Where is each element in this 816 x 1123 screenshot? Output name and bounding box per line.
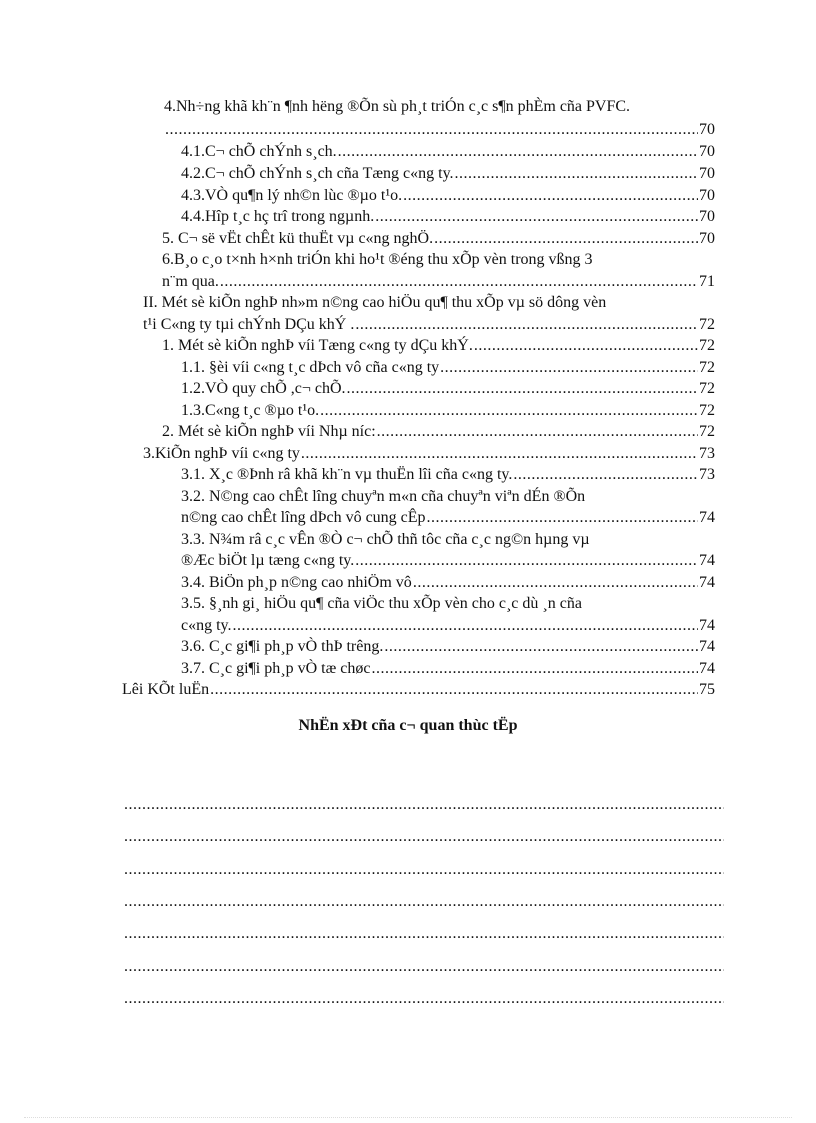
leader-dots <box>320 401 698 421</box>
leader-dots <box>474 336 698 356</box>
toc-label: 1. Mét sè kiÕn nghÞ víi Tæng c«ng ty dÇu khÝ. <box>162 337 473 354</box>
toc-entry-II-3-2[interactable] <box>181 508 715 528</box>
toc-page-number: 74 <box>699 617 715 634</box>
leader-dots <box>455 164 698 184</box>
toc-entry-II[interactable] <box>143 315 715 335</box>
toc-page-number: 75 <box>699 681 715 698</box>
toc-label: 4.3.VÒ qu¶n lý nh©n lùc ®µo t¹o. <box>181 187 403 204</box>
toc-entry-II-2[interactable] <box>162 422 715 442</box>
leader-dots <box>513 465 698 485</box>
leader-dots <box>434 229 698 249</box>
toc-entry-II-3-3-line1: 3.3. N¾m râ c¸c vÊn ®Ò c¬ chÕ thñ tôc cña c¸c ng©n hµng vµ <box>181 531 590 548</box>
leader-dots <box>371 659 698 679</box>
toc-label: 3.4. BiÖn ph¸p n©ng cao nhiÖm vô <box>181 574 412 591</box>
leader-dots <box>403 186 698 206</box>
toc-entry-4-3[interactable] <box>181 186 715 206</box>
toc-page-number: 72 <box>699 402 715 419</box>
toc-label: 2. Mét sè kiÕn nghÞ víi Nhµ níc: <box>162 423 376 440</box>
toc-page-number: 73 <box>699 445 715 462</box>
toc-page-number: 72 <box>699 337 715 354</box>
leader-dots <box>220 272 698 292</box>
toc-label: c«ng ty. <box>181 617 232 634</box>
comment-line[interactable] <box>124 925 724 943</box>
toc-entry-conclusion[interactable] <box>122 680 715 700</box>
leader-dots <box>413 573 698 593</box>
toc-entry-6-line1: 6.B¸o c¸o t×nh h×nh triÓn khi ho¹t ®éng thu xÕp vèn trong vßng 3 <box>162 251 593 268</box>
toc-label: Lêi KÕt luËn <box>122 681 210 698</box>
comment-line[interactable] <box>124 828 724 846</box>
toc-entry-4-2[interactable] <box>181 164 715 184</box>
toc-label: 1.3.C«ng t¸c ®µo t¹o. <box>181 402 320 419</box>
toc-label: 5. C¬ së vËt chÊt kü thuËt vµ c«ng nghÖ. <box>162 230 434 247</box>
leader-dots <box>355 551 698 571</box>
toc-page-number: 74 <box>699 552 715 569</box>
toc-entry-II-1-1[interactable] <box>181 358 715 378</box>
leader-dots <box>375 207 698 227</box>
toc-entry-5[interactable] <box>162 229 715 249</box>
toc-label: t¹i C«ng ty tµi chÝnh DÇu khÝ . <box>143 316 355 333</box>
toc-entry-II-1[interactable] <box>162 336 715 356</box>
leader-dots <box>377 422 698 442</box>
toc-entry-II-3[interactable] <box>143 444 715 464</box>
toc-page-number: 72 <box>699 423 715 440</box>
toc-page-number: 72 <box>699 359 715 376</box>
comment-line[interactable] <box>124 861 724 879</box>
toc-entry-II-3-2-line1: 3.2. N©ng cao chÊt lîng chuyªn m«n cña chuyªn viªn dÉn ®Õn <box>181 488 586 505</box>
leader-dots <box>440 358 698 378</box>
leader-dots <box>427 508 698 528</box>
toc-entry-II-3-3[interactable] <box>181 551 715 571</box>
toc-page-number: 74 <box>699 660 715 677</box>
leader-dots <box>338 142 698 162</box>
section-heading: NhËn xÐt cña c¬ quan thùc tËp <box>298 717 518 734</box>
toc-entry-II-3-6[interactable] <box>181 637 715 657</box>
toc-page-number: 70 <box>699 230 715 247</box>
toc-page-number: 74 <box>699 509 715 526</box>
toc-page-number: 70 <box>699 187 715 204</box>
toc-page-number: 70 <box>699 208 715 225</box>
toc-entry-II-3-4[interactable] <box>181 573 715 593</box>
comment-line[interactable] <box>124 893 724 911</box>
toc-entry-II-1-3[interactable] <box>181 401 715 421</box>
toc-entry-II-1-2[interactable] <box>181 379 715 399</box>
toc-label: 1.2.VÒ quy chÕ ,c¬ chÕ. <box>181 380 346 397</box>
toc-entry-4-4[interactable] <box>181 207 715 227</box>
toc-entry-II-3-7[interactable] <box>181 659 715 679</box>
toc-label: 1.1. §èi víi c«ng t¸c dÞch vô cña c«ng ty <box>181 359 440 376</box>
toc-label: ®Æc biÖt lµ tæng c«ng ty. <box>181 552 355 569</box>
toc-page-number: 73 <box>699 466 715 483</box>
leader-dots <box>210 680 698 700</box>
toc-page-number: 71 <box>699 273 715 290</box>
leader-dots <box>355 315 698 335</box>
toc-label: 3.6. C¸c gi¶i ph¸p vÒ thÞ trêng. <box>181 638 384 655</box>
leader-dots <box>165 120 698 140</box>
page-footer-divider <box>24 1117 792 1118</box>
toc-entry-II-3-5[interactable] <box>181 616 715 636</box>
toc-entry-II-3-5-line1: 3.5. §¸nh gi¸ hiÖu qu¶ cña viÖc thu xÕp vèn cho c¸c dù ¸n cña <box>181 595 582 612</box>
leader-dots <box>233 616 698 636</box>
toc-page-number: 70 <box>699 165 715 182</box>
toc-label: 3.7. C¸c gi¶i ph¸p vÒ tæ chøc <box>181 660 371 677</box>
toc-entry-4-label: 4.Nh÷ng khã kh¨n ¶nh hëng ®Õn sù ph¸t triÓn c¸c s¶n phÈm cña PVFC. <box>164 98 631 115</box>
toc-page-number: 70 <box>699 121 715 138</box>
toc-page-number: 74 <box>699 638 715 655</box>
comment-line[interactable] <box>124 796 724 814</box>
toc-label: 3.KiÕn nghÞ víi c«ng ty <box>143 445 300 462</box>
toc-label: 3.1. X¸c ®Þnh râ khã kh¨n vµ thuËn lîi cña c«ng ty. <box>181 466 513 483</box>
leader-dots <box>384 637 698 657</box>
comment-line[interactable] <box>124 958 724 976</box>
toc-entry-4-1[interactable] <box>181 142 715 162</box>
toc-label: n¨m qua. <box>162 273 219 290</box>
toc-label: 4.2.C¬ chÕ chÝnh s¸ch cña Tæng c«ng ty. <box>181 165 454 182</box>
toc-entry-II-3-1[interactable] <box>181 465 715 485</box>
toc-label: 4.4.Hîp t¸c hç trî trong ngµnh. <box>181 208 375 225</box>
toc-label: 4.1.C¬ chÕ chÝnh s¸ch. <box>181 143 337 160</box>
toc-entry-4[interactable] <box>164 120 715 140</box>
toc-page-number: 72 <box>699 316 715 333</box>
toc-page-number: 74 <box>699 574 715 591</box>
toc-label: n©ng cao chÊt lîng dÞch vô cung cÊp <box>181 509 426 526</box>
comment-line[interactable] <box>124 990 724 1008</box>
leader-dots <box>347 379 698 399</box>
leader-dots <box>301 444 698 464</box>
toc-entry-6[interactable] <box>162 272 715 292</box>
toc-entry-II-line1: II. Mét sè kiÕn nghÞ nh»m n©ng cao hiÖu qu¶ thu xÕp vµ sö dông vèn <box>143 294 607 311</box>
toc-page-number: 72 <box>699 380 715 397</box>
toc-page-number: 70 <box>699 143 715 160</box>
